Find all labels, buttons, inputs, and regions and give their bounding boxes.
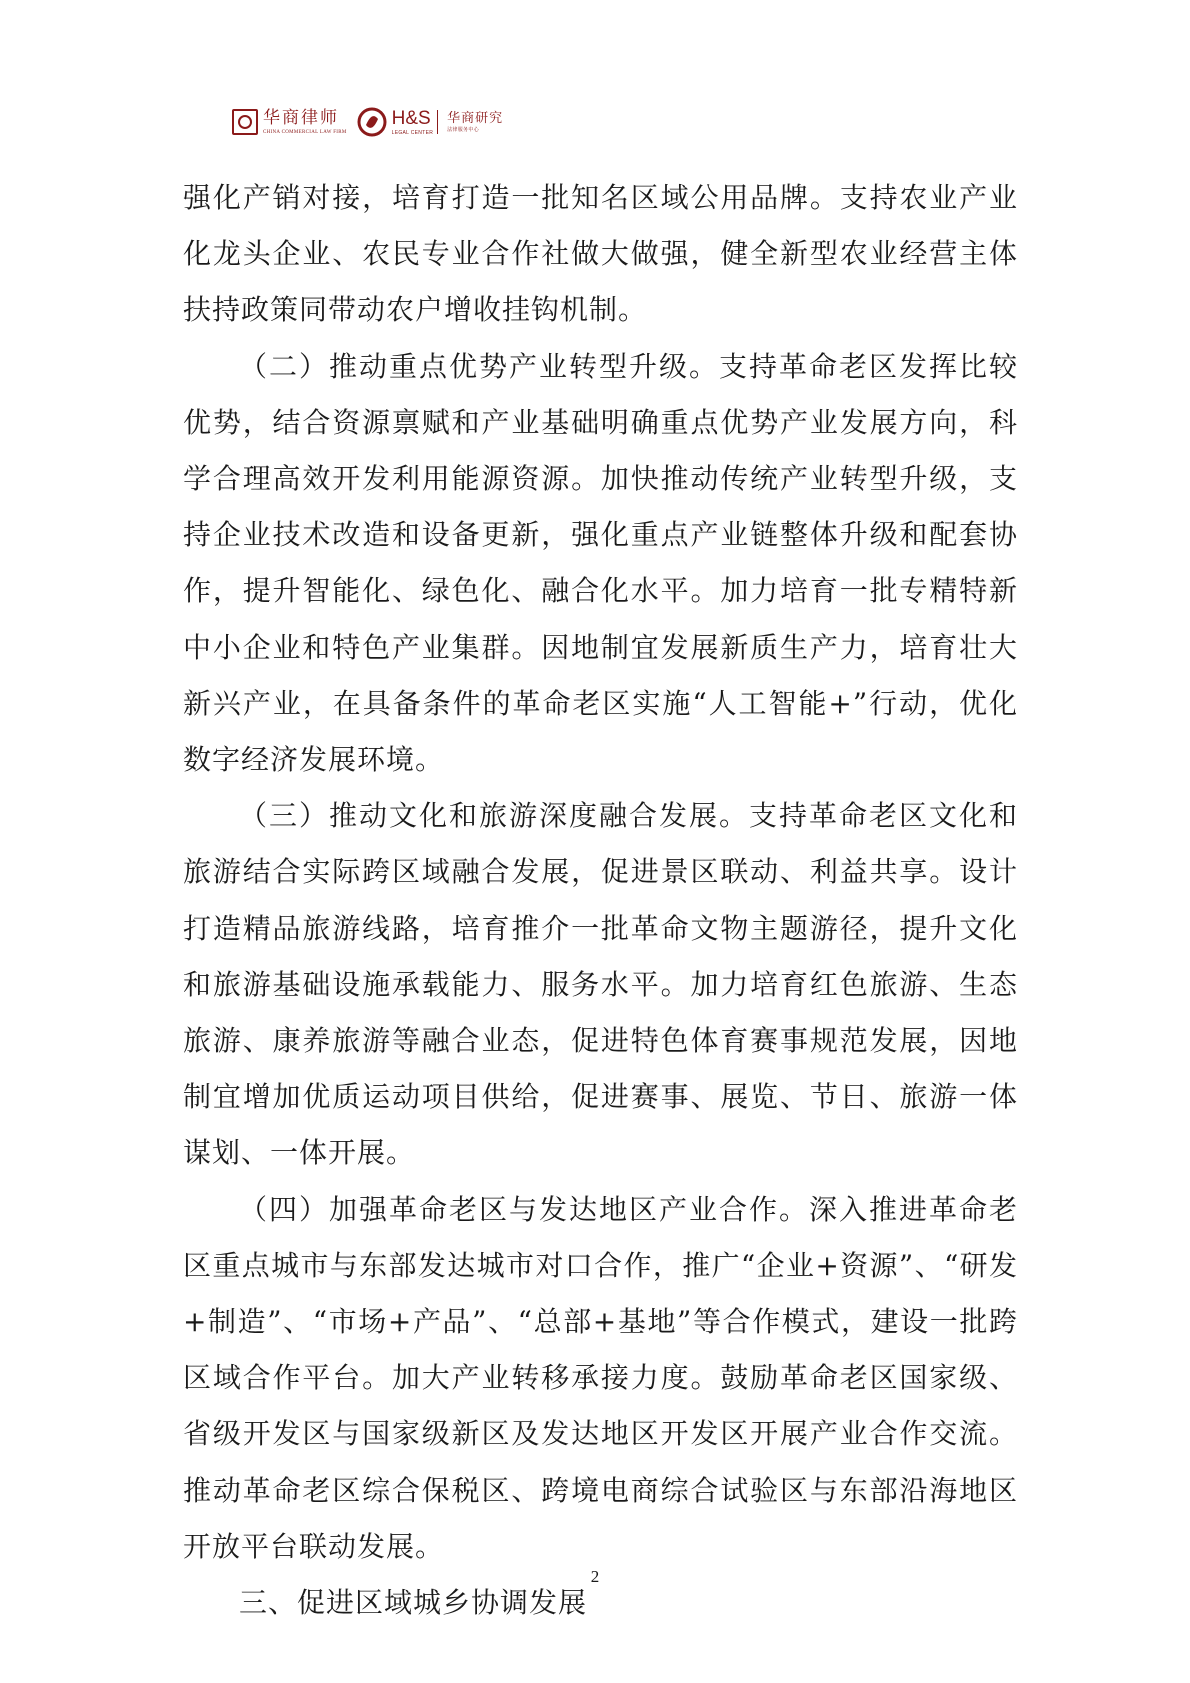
- hs-cn-title: 华商研究: [447, 110, 504, 126]
- page-header: [232, 103, 503, 141]
- hs-cn-subtitle: 法律服务中心: [447, 126, 479, 133]
- logo-en-text: CHINA COMMERCIAL LAW FIRM: [263, 129, 347, 135]
- hs-logo-subtitle: LEGAL CENTER: [391, 129, 434, 136]
- logo-divider: [437, 110, 438, 134]
- paragraph-continuation: 强化产销对接，培育打造一批知名区域公用品牌。支持农业产业化龙头企业、农民专业合作社做大做强，健全新型农业经营主体扶持政策同带动农户增收挂钩机制。: [183, 181, 1018, 327]
- logo-cn-text: 华商律师: [263, 107, 339, 128]
- paragraph-section-2: （二）推动重点优势产业转型升级。支持革命老区发挥比较优势，结合资源禀赋和产业基础明确重点优势产业发展方向，科学合理高效开发利用能源资源。加快推动传统产业转型升级，支持企业技术改造和设备更新，强化重点产业链整体升级和配套协作，提升智能化、绿色化、融合化水平。加力培育一批专精特新中小企业和特色产业集群。因地制宜发展新质生产力，培育壮大新兴产业，在具备条件的革命老区实施“人工智能+”行动，优化数字经济发展环境。: [183, 349, 1018, 777]
- hs-logo-title: H&S: [391, 107, 431, 129]
- paragraph-section-4: （四）加强革命老区与发达地区产业合作。深入推进革命老区重点城市与东部发达城市对口合作，推广“企业+资源”、“研发+制造”、“市场+产品”、“总部+基地”等合作模式，建设一批跨区域合作平台。加大产业转移承接力度。鼓励革命老区国家级、省级开发区与国家级新区及发达地区开发区开展产业合作交流。推动革命老区综合保税区、跨境电商综合试验区与东部沿海地区开放平台联动发展。: [183, 1192, 1018, 1563]
- paragraph-section-3: （三）推动文化和旅游深度融合发展。支持革命老区文化和旅游结合实际跨区域融合发展，促进景区联动、利益共享。设计打造精品旅游线路，培育推介一批革命文物主题游径，提升文化和旅游基础设施承载能力、服务水平。加力培育红色旅游、生态旅游、康养旅游等融合业态，促进特色体育赛事规范发展，因地制宜增加优质运动项目供给，促进赛事、展览、节日、旅游一体谋划、一体开展。: [183, 799, 1018, 1170]
- section-heading: 三、促进区域城乡协调发展: [239, 1586, 588, 1620]
- hs-cn-logo-text: [447, 112, 503, 133]
- hs-swirl-logo-icon: [357, 107, 387, 137]
- document-body: [183, 170, 1018, 1631]
- china-commercial-logo-text: [263, 107, 347, 135]
- page-number: 2: [590, 1567, 600, 1586]
- hs-logo-text: [392, 109, 433, 136]
- china-commercial-logo-icon: [232, 109, 258, 135]
